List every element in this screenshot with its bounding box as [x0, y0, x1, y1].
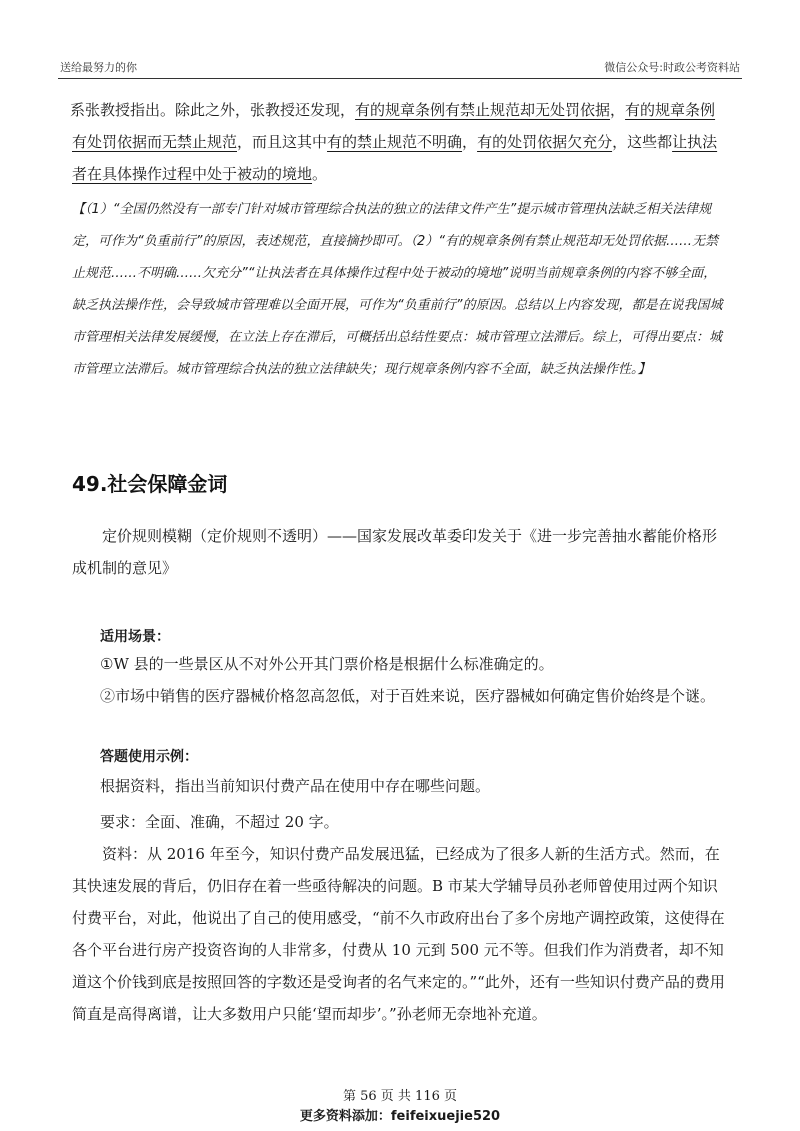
example-requirement: 要求：全面、准确，不超过 20 字。 [100, 813, 339, 831]
scene-1: ①W 县的一些景区从不对外公开其门票价格是根据什么标准确定的。 [100, 655, 554, 673]
section-title: 49.社会保障金词 [72, 472, 228, 496]
page-number: 第 56 页 共 116 页 [342, 1089, 458, 1104]
footer-contact: 更多资料添加：feifeixuejie520 [299, 1109, 501, 1124]
page-header [58, 55, 742, 79]
scene-2: ②市场中销售的医疗器械价格忽高忽低，对于百姓来说，医疗器械如何确定售价始终是个谜。 [100, 687, 716, 705]
header-right-text: 微信公众号:时政公考资料站 [604, 61, 740, 74]
example-material: 资料：从 2016 年至今，知识付费产品发展迅猛，已经成为了很多人新的生活方式。然而，在其快速发展的背后，仍旧存在着一些亟待解决的问题。B 市某大学辅导员孙老师曾使用过两个知识付费平台，对此，他说出了自己的使用感受，“前不久市政府出台了多个房地产调控政策，这使得在各个平台进行房产投资咨询的人非常多，付费从 10 元到 500 元不等。但我们作为消费者，却不知道这个价钱到底是按照回答的字数还是受询者的名气来定的。”“此外，还有一些知识付费产品的费用简直是高得离谱，让大多数用户只能‘望而却步’。”孙老师无奈地补充道。 [72, 845, 725, 1023]
text-seg: 系张教授指出。除此之外，张教授还发现， [70, 101, 356, 119]
example-question: 根据资料，指出当前知识付费产品在使用中存在哪些问题。 [100, 777, 491, 795]
analysis-note: 【（1）“全国仍然没有一部专门针对城市管理综合执法的独立的法律文件产生”提示城市管理执法缺乏相关法律规定，可作为“负重前行”的原因，表述规范，直接摘抄即可。（2）“有的规章条例有禁止规范却无处罚依据……无禁止规范……不明确……欠充分”“让执法者在具体操作过程中处于被动的境地”说明当前规章条例的内容不够全面，缺乏执法操作性，会导致城市管理难以全面开展，可作为“负重前行”的原因。总结以上内容发现，都是在说我国城市管理相关法律发展缓慢，在立法上存在滞后，可概括出总结性要点：城市管理立法滞后。综上，可得出要点：城市管理立法滞后。城市管理综合执法的独立法律缺失；现行规章条例内容不全面，缺乏执法操作性。】 [72, 202, 723, 377]
scenes-label: 适用场景： [100, 629, 170, 645]
underlined-text: 让执法者在具体操作过程中处于被动的境地 [72, 133, 718, 183]
header-left-text: 送给最努力的你 [60, 61, 137, 74]
text-seg: ，而且这其中 [237, 133, 328, 151]
paragraph-analysis [72, 94, 728, 190]
underlined-text: 有的禁止规范不明确 [327, 133, 463, 151]
example-label: 答题使用示例： [100, 749, 198, 765]
underlined-text: 有的处罚依据欠充分 [477, 133, 613, 151]
text-seg: ， [462, 133, 478, 151]
underlined-text: 有的规章条例有处罚依据而无禁止规范 [72, 101, 716, 151]
section-intro: 定价规则模糊（定价规则不透明）——国家发展改革委印发关于《进一步完善抽水蓄能价格形成机制的意见》 [72, 527, 718, 577]
text-seg: 。 [312, 165, 328, 183]
underlined-text: 有的规章条例有禁止规范却无处罚依据 [355, 101, 611, 119]
text-seg: ， [610, 101, 626, 119]
text-seg: ，这些都 [612, 133, 673, 151]
